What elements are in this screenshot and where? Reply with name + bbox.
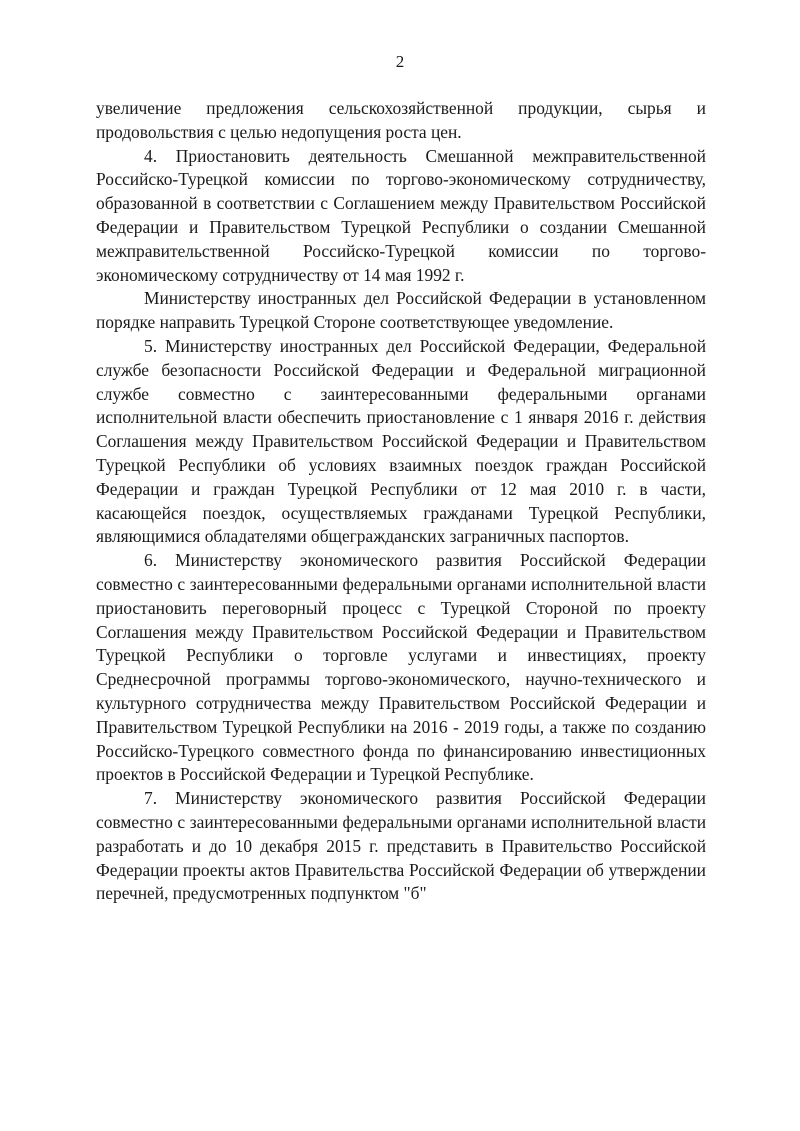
paragraph-item-5: 5. Министерству иностранных дел Российской Федерации, Федеральной службе безопасности Российской Федерации и Федеральной миграционной службе совместно с заинтересованными федеральными органами исполнительной власти обеспечить приостановление с 1 января 2016 г. действия Соглашения между Правительством Российской Федерации и Правительством Турецкой Республики об условиях взаимных поездок граждан Российской Федерации и граждан Турецкой Республики от 12 мая 2010 г. в части, касающейся поездок, осуществляемых гражданами Турецкой Республики, являющимися обладателями общегражданских заграничных паспортов.	[96, 335, 706, 547]
paragraph-item-7: 7. Министерству экономического развития Российской Федерации совместно с заинтересованными федеральными органами исполнительной власти разработать и до 10 декабря 2015 г. представить в Правительство Российской Федерации проекты актов Правительства Российской Федерации об утверждении перечней, предусмотренных подпунктом "б"	[96, 788, 706, 904]
page-number: 2	[395, 52, 405, 71]
paragraph-item-4-notification: Министерству иностранных дел Российской Федерации в установленном порядке направить Турецкой Стороне соответствующее уведомление.	[96, 288, 706, 333]
paragraph-item-6: 6. Министерству экономического развития Российской Федерации совместно с заинтересованными федеральными органами исполнительной власти приостановить переговорный процесс с Турецкой Стороной по проекту Соглашения между Правительством Российской Федерации и Правительством Турецкой Республики о торговле услугами и инвестициях, проекту Среднесрочной программы торгово-экономического, научно-технического и культурного сотрудничества между Правительством Российской Федерации и Правительством Турецкой Республики на 2016 - 2019 годы, а также по созданию Российско-Турецкого совместного фонда по финансированию инвестиционных проектов в Российской Федерации и Турецкой Республике.	[96, 550, 706, 785]
document-body	[96, 97, 706, 906]
paragraph-item-4: 4. Приостановить деятельность Смешанной межправительственной Российско-Турецкой комиссии по торгово-экономическому сотрудничеству, образованной в соответствии с Соглашением между Правительством Российской Федерации и Правительством Турецкой Республики о создании Смешанной межправительственной Российско-Турецкой комиссии по торгово-экономическому сотрудничеству от 14 мая 1992 г.	[96, 145, 706, 285]
paragraph-continuation: увеличение предложения сельскохозяйственной продукции, сырья и продовольствия с целью недопущения роста цен.	[96, 98, 706, 142]
